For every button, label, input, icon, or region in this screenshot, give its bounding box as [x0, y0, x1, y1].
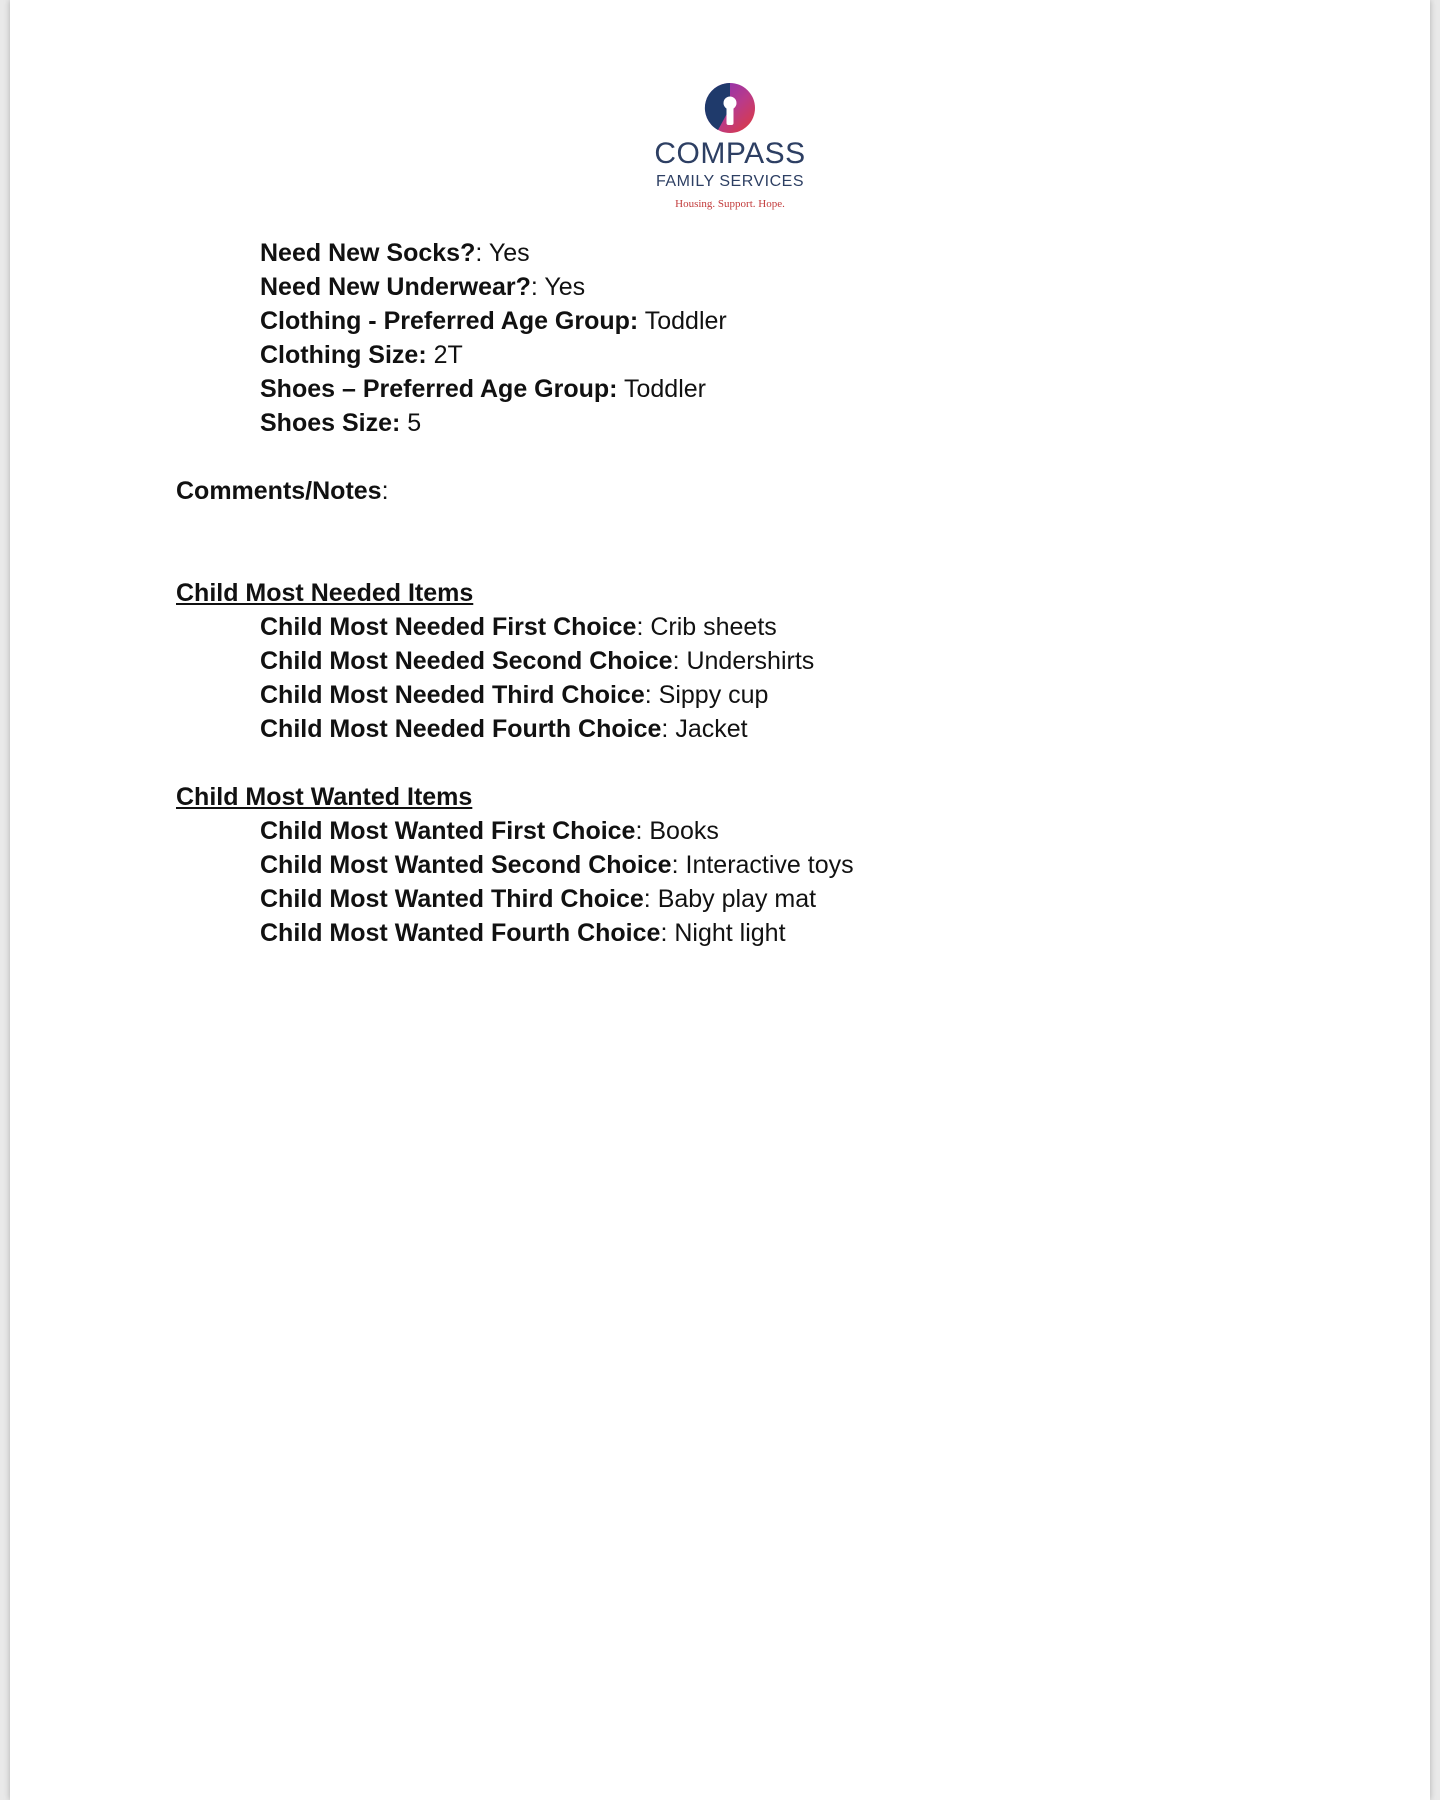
field-value: 2T	[433, 341, 463, 369]
wanted-item-fourth	[176, 916, 1276, 950]
item-separator: :	[661, 715, 676, 743]
field-value: 5	[407, 409, 422, 437]
item-value: Jacket	[675, 715, 748, 743]
item-label: Child Most Needed Second Choice	[260, 647, 673, 675]
item-value: Night light	[674, 919, 786, 947]
field-socks	[176, 236, 1276, 270]
field-value: Toddler	[624, 375, 706, 403]
item-separator: :	[643, 885, 658, 913]
item-label: Child Most Wanted Second Choice	[260, 851, 672, 879]
field-label: Shoes Size:	[260, 409, 401, 437]
field-separator: :	[530, 273, 545, 301]
needed-item-fourth	[176, 712, 1276, 746]
field-shoes-age-group	[176, 372, 1276, 406]
item-label: Child Most Needed Third Choice	[260, 681, 645, 709]
item-value: Sippy cup	[658, 681, 769, 709]
field-separator	[427, 341, 434, 369]
field-label: Clothing - Preferred Age Group:	[260, 307, 639, 335]
comments-label: Comments/Notes	[176, 477, 382, 505]
item-separator: :	[644, 681, 659, 709]
needed-item-third	[176, 678, 1276, 712]
wanted-item-second	[176, 848, 1276, 882]
field-label: Shoes – Preferred Age Group:	[260, 375, 618, 403]
field-value: Yes	[488, 239, 530, 267]
field-clothing-age-group	[176, 304, 1276, 338]
field-value: Toddler	[644, 307, 727, 335]
keyhole-compass-icon	[704, 82, 756, 134]
item-separator: :	[635, 817, 650, 845]
field-shoes-size	[176, 406, 1276, 440]
item-label: Child Most Needed Fourth Choice	[260, 715, 662, 743]
needed-item-first	[176, 610, 1276, 644]
needed-items-heading: Child Most Needed Items	[176, 579, 474, 607]
item-value: Crib sheets	[650, 613, 777, 641]
field-label: Need New Underwear?	[260, 273, 531, 301]
item-label: Child Most Wanted Fourth Choice	[260, 919, 661, 947]
spacer	[176, 746, 1276, 780]
item-value: Interactive toys	[685, 851, 854, 879]
item-separator: :	[671, 851, 686, 879]
field-value: Yes	[544, 273, 586, 301]
wanted-items-heading: Child Most Wanted Items	[176, 783, 473, 811]
comments-separator: :	[381, 477, 389, 505]
field-separator: :	[475, 239, 489, 267]
item-value: Baby play mat	[657, 885, 817, 913]
item-separator: :	[636, 613, 651, 641]
spacer	[176, 440, 1276, 474]
comments-notes	[176, 474, 1276, 508]
item-separator: :	[672, 647, 687, 675]
document-page	[10, 0, 1430, 1800]
item-value: Books	[649, 817, 719, 845]
logo-name: COMPASS	[654, 137, 806, 170]
item-value: Undershirts	[686, 647, 815, 675]
field-underwear	[176, 270, 1276, 304]
needed-item-second	[176, 644, 1276, 678]
item-label: Child Most Wanted Third Choice	[260, 885, 644, 913]
field-label: Need New Socks?	[260, 239, 476, 267]
document-body	[176, 236, 1276, 950]
logo-subtitle: FAMILY SERVICES	[656, 173, 804, 190]
item-separator: :	[660, 919, 675, 947]
field-label: Clothing Size:	[260, 341, 427, 369]
item-label: Child Most Needed First Choice	[260, 613, 637, 641]
compass-logo	[650, 82, 810, 210]
logo-tagline: Housing. Support. Hope.	[675, 198, 785, 210]
item-label: Child Most Wanted First Choice	[260, 817, 636, 845]
wanted-item-third	[176, 882, 1276, 916]
spacer	[176, 508, 1276, 576]
field-clothing-size	[176, 338, 1276, 372]
wanted-item-first	[176, 814, 1276, 848]
